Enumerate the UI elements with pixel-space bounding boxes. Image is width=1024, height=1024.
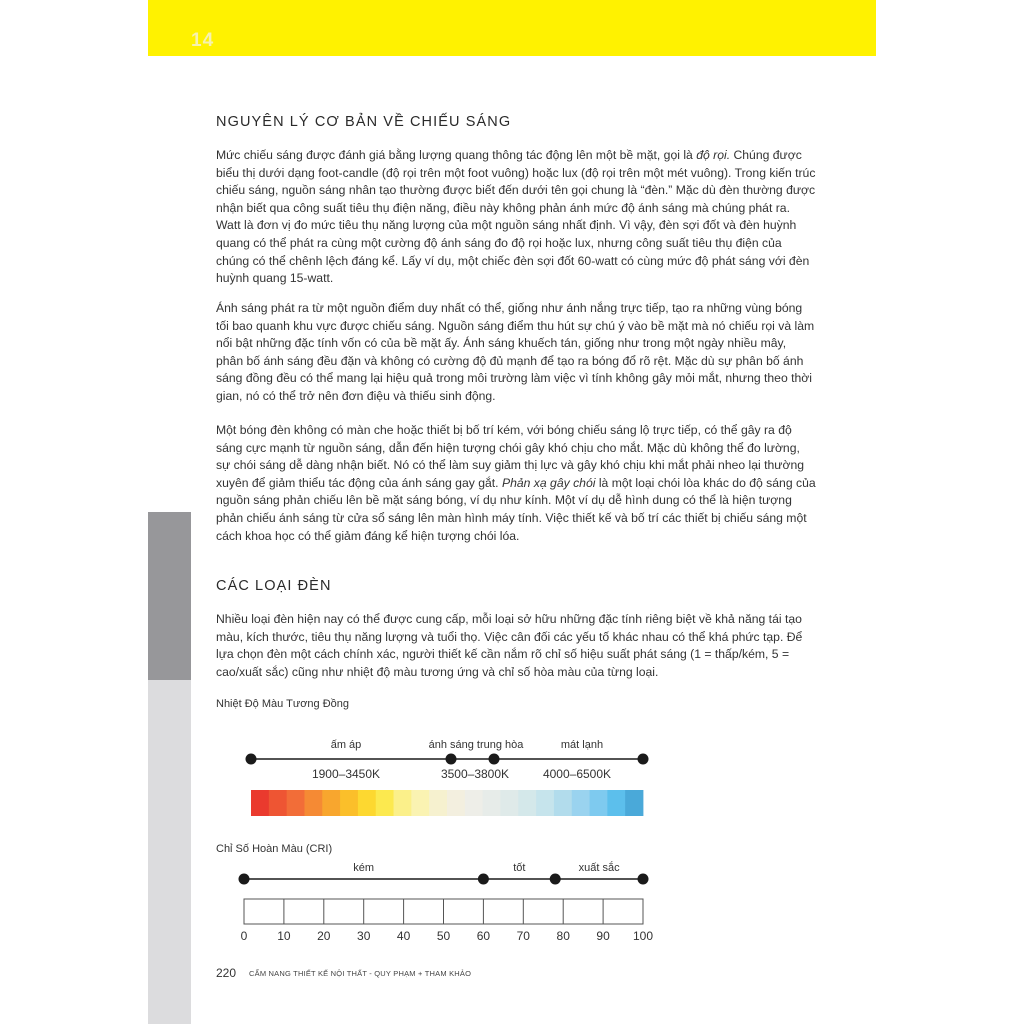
cri-dot <box>478 874 489 885</box>
color-swatch <box>304 790 322 816</box>
color-swatch <box>483 790 501 816</box>
paragraph-glare <box>216 422 816 545</box>
cri-segment-label: kém <box>353 862 375 874</box>
side-tab-light <box>148 680 191 1024</box>
ct-range-cool: 4000–6500K <box>542 767 612 781</box>
header-band <box>148 0 876 56</box>
ct-label-cool: mát lạnh <box>560 739 604 751</box>
cri-tick-label: 60 <box>476 929 491 943</box>
cri-tick-label: 70 <box>516 929 530 943</box>
cri-tick-label: 10 <box>277 929 291 943</box>
section-heading-lamp-types: CÁC LOẠI ĐÈN <box>216 578 332 594</box>
cri-tick-label: 20 <box>317 929 331 943</box>
page-number: 220 <box>216 966 237 980</box>
color-swatch <box>269 790 287 816</box>
chapter-number: 14 <box>191 30 215 51</box>
color-swatch <box>251 790 269 816</box>
cri-segment-label: xuất sắc <box>578 862 620 874</box>
color-swatch <box>394 790 412 816</box>
color-swatch <box>625 790 643 816</box>
color-swatch <box>358 790 376 816</box>
side-tab-dark <box>148 512 191 680</box>
cri-tick-label: 100 <box>632 929 654 943</box>
color-swatch <box>536 790 554 816</box>
emphasis-term: độ rọi. <box>696 148 731 162</box>
color-swatch <box>447 790 465 816</box>
cri-tick-label: 50 <box>436 929 451 943</box>
cri-segment-label: tốt <box>513 862 526 874</box>
cri-dot <box>239 874 250 885</box>
color-swatch <box>500 790 518 816</box>
cri-tick-label: 40 <box>396 929 411 943</box>
color-swatch <box>554 790 572 816</box>
color-swatch <box>322 790 340 816</box>
cri-dot <box>550 874 561 885</box>
cri-tick-label: 80 <box>556 929 570 943</box>
book-title: CẨM NANG THIẾT KẾ NỘI THẤT - QUY PHẠM + THAM KHẢO <box>249 969 472 978</box>
scale-dot <box>246 754 257 765</box>
cri-caption: Chỉ Số Hoàn Màu (CRI) <box>216 843 333 855</box>
cri-tick-label: 0 <box>240 929 248 943</box>
ct-range-warm: 1900–3450K <box>311 767 381 781</box>
paragraph-text: Chúng được biểu thị dưới dạng foot-candle (độ rọi trên một foot vuông) hoặc lux (độ rọi trên một mét vuông). Trong kiến trúc chiếu sáng, nguồn sáng nhân tạo thường được biết đến dưới tên gọi chung là “đèn.” Mặc dù đèn thường được nhận biết qua công suất tiêu thụ điện năng, điều này không phản ánh mức độ ánh sáng mà chúng phát ra. Watt là đơn vị đo mức tiêu thụ năng lượng của một nguồn sáng nhất định. Vì vậy, đèn sợi đốt và đèn huỳnh quang có thể phát ra cùng một cường độ ánh sáng đo độ rọi hoặc lux, nhưng công suất tiêu thụ điện của chúng có thể chênh lệch đáng kể. Lấy ví dụ, một chiếc đèn sợi đốt 60-watt có cùng mức độ phát sáng với đèn huỳnh quang 15-watt. <box>216 148 816 286</box>
cri-tick-label: 90 <box>596 929 610 943</box>
color-swatch <box>287 790 305 816</box>
paragraph-point-light: Ánh sáng phát ra từ một nguồn điểm duy nhất có thể, giống như ánh nắng trực tiếp, tạo ra những vùng bóng tối bao quanh khu vực được chiếu sáng. Nguồn sáng điểm thu hút sự chú ý vào bề mặt mà nó chiếu rọi và làm nổi bật những đặc tính vốn có của bề mặt ấy. Ánh sáng khuếch tán, giống như trong một ngày nhiều mây, phân bố ánh sáng đều đặn và không có cường độ đủ mạnh để tạo ra bóng đổ rõ rệt. Mặc dù sự phân bố ánh sáng đồng đều có thể mang lại hiệu quả trong môi trường làm việc vì tính không gây mỏi mắt, nhưng theo thời gian, nó có thể trở nên đơn điệu và thiếu sinh động. <box>216 301 815 403</box>
color-swatch <box>607 790 625 816</box>
color-swatch-strip <box>251 790 643 816</box>
ct-label-warm: ấm áp <box>330 739 362 751</box>
color-swatch <box>376 790 394 816</box>
color-swatch <box>429 790 447 816</box>
cri-dot <box>638 874 649 885</box>
cri-segment-labels <box>353 861 620 874</box>
color-swatch <box>590 790 608 816</box>
color-temp-diagram <box>232 726 662 822</box>
color-swatch <box>572 790 590 816</box>
paragraph-text: là một loại chói lòa khác do độ sáng của nguồn sáng phản chiếu lên bề mặt sáng bóng, ví dụ như kính. Một ví dụ dễ hình dung có thể là hiện tượng phản chiếu ánh sáng từ cửa sổ sáng lên màn hình máy tính. Việc thiết kế và bố trí các thiết bị chiếu sáng một cách khoa học có thể giảm đáng kể hiện tượng chói lóa. <box>216 475 816 543</box>
paragraph-lamp-types: Nhiều loại đèn hiện nay có thể được cung cấp, mỗi loại sở hữu những đặc tính riêng biệt về khả năng tái tạo màu, kích thước, tiêu thụ năng lượng và tuổi thọ. Việc cân đối các yếu tố khác nhau có thể khá phức tạp. Để lựa chọn đèn một cách chính xác, người thiết kế cần nắm rõ chỉ số hiệu suất phát sáng (1 = thấp/kém, 5 = cao/xuất sắc) cũng như nhiệt độ màu tương ứng và chỉ số hòa màu của từng loại. <box>216 612 803 679</box>
section-heading-lighting-basics: NGUYÊN LÝ CƠ BẢN VỀ CHIẾU SÁNG <box>216 114 512 130</box>
scale-dot <box>446 754 457 765</box>
paragraph-text: Mức chiếu sáng được đánh giá bằng lượng quang thông tác động lên một bề mặt, gọi là <box>216 148 697 162</box>
cri-diagram <box>232 852 662 947</box>
scale-dot <box>638 754 649 765</box>
ct-label-neutral: ánh sáng trung hòa <box>428 739 524 751</box>
paragraph-text: Một bóng đèn không có màn che hoặc thiết bị bố trí kém, với bóng chiếu sáng lộ trực tiếp, có thể gây ra độ sáng cực mạnh từ nguồn sáng, dẫn đến hiện tượng chói gây khó chịu cho mắt. Mặc dù không thể đo lường, sự chói sáng dễ dàng nhận biết. Nó có thể làm suy giảm thị lực và gây khó chịu khi mắt phải nheo lại thường xuyên để giảm thiểu tác động của ánh sáng gay gắt. <box>216 423 805 490</box>
paragraph-illuminance <box>216 147 816 288</box>
color-swatch <box>340 790 358 816</box>
color-swatch <box>465 790 483 816</box>
ct-range-neutral: 3500–3800K <box>440 767 510 781</box>
color-swatch <box>411 790 429 816</box>
color-swatch <box>518 790 536 816</box>
cri-tick-label: 30 <box>357 929 371 943</box>
emphasis-term: Phản xạ gây chói <box>501 475 596 490</box>
color-temp-caption: Nhiệt Độ Màu Tương Đồng <box>216 698 349 710</box>
scale-dot <box>489 754 500 765</box>
